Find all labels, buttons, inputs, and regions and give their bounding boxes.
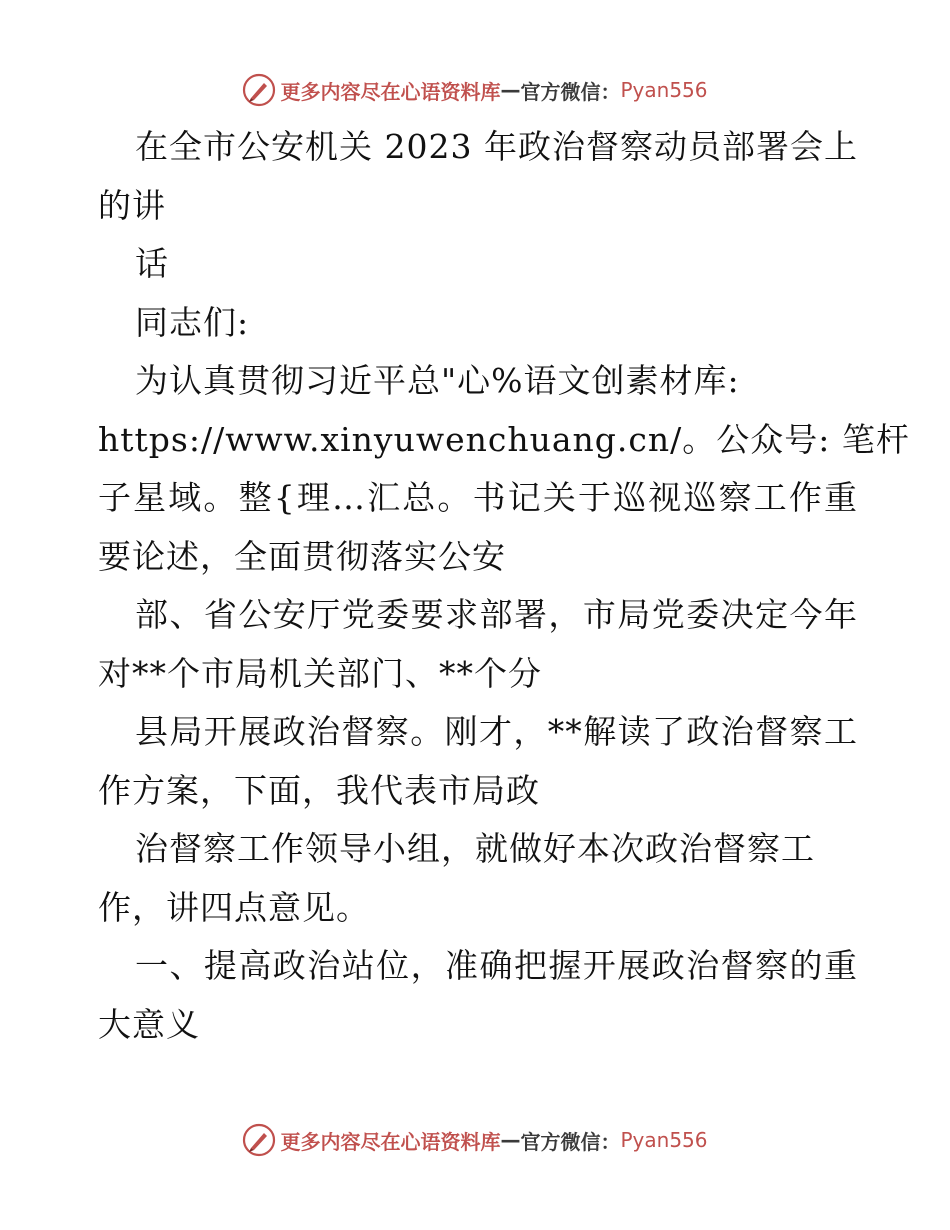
watermark-brand-text: 更多内容尽在心语资料库 (280, 1129, 501, 1154)
quill-pen-logo-icon (242, 73, 276, 107)
paragraph-line: 为认真贯彻习近平总"心%语文创素材库: (135, 361, 740, 400)
paragraph-line: 对**个市局机关部门、**个分 (98, 653, 542, 693)
paragraph-line: 作，讲四点意见。 (98, 887, 370, 927)
document-body (98, 118, 910, 1054)
title-line-3: 话 (135, 244, 169, 283)
paragraph-line: 县局开展政治督察。刚才，**解读了政治督察工 (135, 712, 858, 751)
paragraph-line: https://www.xinyuwenchuang.cn/。公众号: 笔杆 (98, 419, 910, 459)
paragraph-line: 部、省公安厅党委要求部署，市局党委决定今年 (135, 595, 858, 634)
header-watermark (0, 70, 950, 110)
watermark-wechat-label: 官方微信： (520, 79, 621, 104)
footer-watermark (0, 1120, 950, 1160)
paragraph-line: 作方案，下面，我代表市局政 (98, 770, 540, 810)
watermark-separator: — (500, 78, 521, 102)
watermark-brand-text: 更多内容尽在心语资料库 (280, 79, 501, 104)
paragraph-line: 治督察工作领导小组，就做好本次政治督察工 (135, 829, 815, 868)
title-line-2: 的讲 (98, 185, 166, 225)
title-line-1: 在全市公安机关 2023 年政治督察动员部署会上 (135, 127, 858, 166)
watermark-wechat-label: 官方微信： (520, 1129, 621, 1154)
watermark-separator: — (500, 1128, 521, 1152)
paragraph-line: 要论述，全面贯彻落实公安 (98, 536, 506, 576)
watermark-wechat-id: Pyan556 (620, 78, 708, 102)
paragraph-line: 子星域。整{理…汇总。书记关于巡视巡察工作重 (98, 478, 858, 517)
quill-pen-logo-icon (242, 1123, 276, 1157)
section-heading-line: 大意义 (98, 1004, 200, 1044)
section-heading-line: 一、提高政治站位，准确把握开展政治督察的重 (135, 946, 858, 985)
watermark-wechat-id: Pyan556 (620, 1128, 708, 1152)
salutation: 同志们: (135, 302, 250, 342)
